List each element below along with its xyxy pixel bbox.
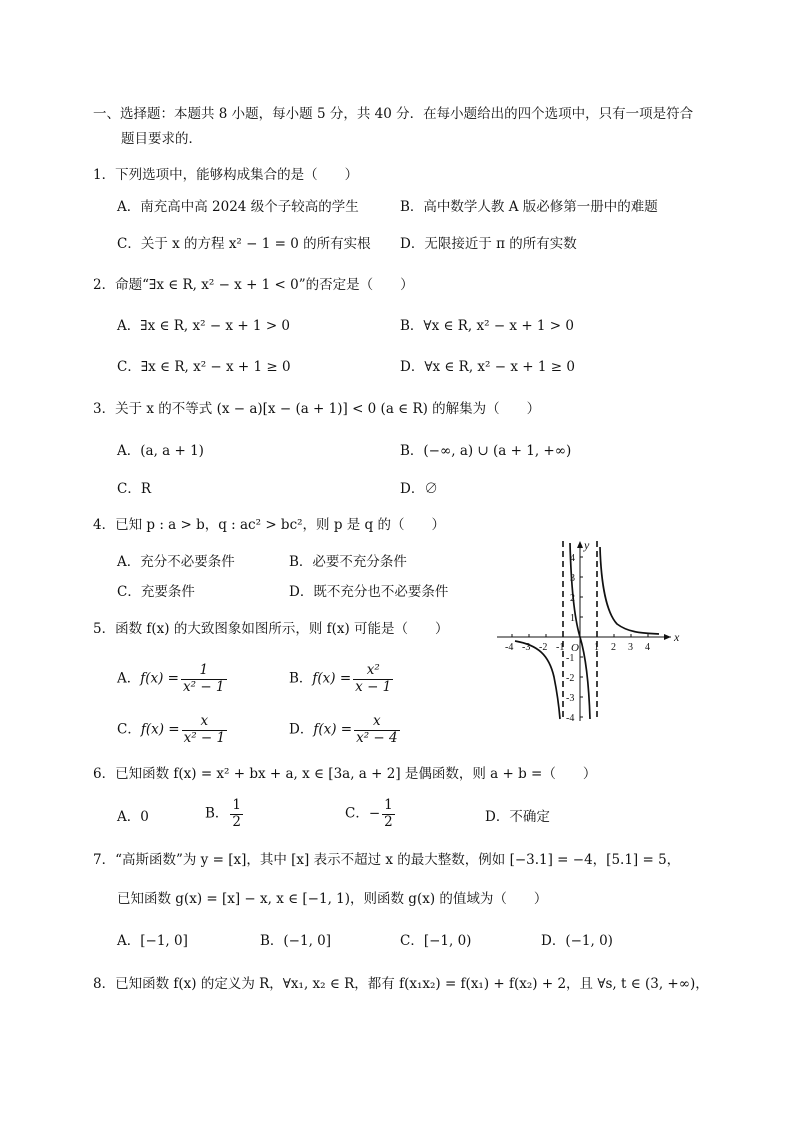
q1-option-d: D．无限接近于 π 的所有实数 [400,236,577,252]
x-tick-label: -4 [505,642,514,653]
q6-b-denominator: 2 [232,813,242,830]
x-tick-label: 3 [628,642,633,653]
q4-option-c: C．充要条件 [117,584,195,600]
q5-option-c [117,714,229,746]
q6-c-numerator: 1 [384,797,393,813]
y-tick-label: 4 [570,553,575,564]
q6-option-b [205,798,245,830]
origin-label: O [571,642,579,654]
q6-b-numerator: 1 [232,797,242,813]
q3-option-a: A．(a, a + 1) [117,443,204,459]
y-tick-label: -1 [566,653,575,664]
q6-c-denominator: 2 [384,813,393,830]
y-tick-label: -2 [566,673,575,684]
q6-stem: 6．已知函数 f(x) = x² + bx + a, x ∈ [3a, a + 2] 是偶函数，则 a + b =（ ） [93,766,597,782]
q3-stem: 3．关于 x 的不等式 (x − a)[x − (a + 1)] < 0 (a ∈ R) 的解集为（ ） [93,401,541,417]
y-axis-label: y [584,538,590,552]
q6-b-fraction [230,798,243,830]
q7-option-c: C．[−1, 0) [400,933,472,949]
q5-d-numerator: x [354,714,400,731]
graph-tick-labels [505,553,650,723]
q6-c-fraction [382,798,395,830]
q7-stem: 7．“高斯函数”为 y = [x]，其中 [x] 表示不超过 x 的最大整数，例如 [−3.1] = −4，[5.1] = 5， [93,852,681,868]
q4-option-d: D．既不充分也不必要条件 [289,584,449,600]
q6-c-label: C．− [345,805,381,822]
q5-c-numerator: x [182,714,228,731]
x-tick-label: 2 [611,642,616,653]
q8-stem: 8．已知函数 f(x) 的定义为 R，∀x₁, x₂ ∈ R，都有 f(x₁x₂) = f(x₁) + f(x₂) + 2，且 ∀s, t ∈ (3, +∞)， [93,976,709,992]
q2-option-b: B．∀x ∈ R, x² − x + 1 > 0 [400,318,575,334]
q3-option-d: D．∅ [400,481,438,497]
q5-c-lhs: f(x) = [140,721,180,738]
q5-c-label: C． [117,721,141,738]
q6-option-c [345,798,397,830]
q6-option-d: D．不确定 [485,809,550,825]
q4-option-b: B．必要不充分条件 [289,554,407,570]
y-tick-label: 3 [570,573,575,584]
q5-a-fraction [181,663,227,695]
x-tick-label: -2 [539,642,548,653]
q5-b-denominator: x − 1 [355,678,392,695]
q2-option-a: A．∃x ∈ R, x² − x + 1 > 0 [117,318,291,334]
x-tick-label: 4 [645,642,650,653]
curve-right-branch [600,547,659,634]
y-tick-label: -4 [566,713,575,723]
x-tick-label: -1 [556,642,565,653]
q4-stem: 4．已知 p : a > b，q : ac² > bc²，则 p 是 q 的（ ） [93,517,445,533]
q1-option-b: B．高中数学人教 A 版必修第一册中的难题 [400,199,658,215]
q5-c-denominator: x² − 1 [183,729,226,746]
q5-a-lhs: f(x) = [140,670,179,687]
q7-option-b: B．(−1, 0] [260,933,332,949]
q2-option-c: C．∃x ∈ R, x² − x + 1 ≥ 0 [117,359,291,375]
function-graph-figure [493,537,681,723]
q5-a-denominator: x² − 1 [183,678,225,695]
q5-option-a [117,663,229,695]
q5-b-lhs: f(x) = [312,670,352,687]
q5-option-b [289,663,395,695]
q1-option-c: C．关于 x 的方程 x² − 1 = 0 的所有实根 [117,236,371,252]
q1-option-a: A．南充高中高 2024 级个子较高的学生 [117,199,359,215]
y-tick-label: -3 [566,693,575,704]
x-axis-label: x [674,630,680,644]
q5-stem: 5．函数 f(x) 的大致图象如图所示，则 f(x) 可能是（ ） [93,621,449,637]
q5-d-fraction [354,714,400,746]
q5-a-numerator: 1 [181,663,227,680]
q5-b-numerator: x² [353,663,393,680]
q6-b-label: B． [205,805,229,822]
y-tick-label: 2 [570,593,575,604]
y-axis-arrow [577,541,583,548]
q2-option-d: D．∀x ∈ R, x² − x + 1 ≥ 0 [400,359,575,375]
graph-axes [497,541,671,721]
q2-stem: 2．命题“∃x ∈ R, x² − x + 1 < 0”的否定是（ ） [93,277,414,293]
x-tick-label: 1 [594,642,599,653]
q5-d-label: D． [289,721,314,738]
section-heading-line2: 题目要求的． [121,131,202,147]
section-heading-line1: 一、选择题：本题共 8 小题，每小题 5 分，共 40 分．在每小题给出的四个选项中，只有一项是符合 [93,106,694,122]
q3-option-c: C．R [117,481,151,497]
q5-c-fraction [182,714,228,746]
q7-option-a: A．[−1, 0] [117,933,188,949]
q5-option-d [289,714,402,746]
q7-option-d: D．(−1, 0) [541,933,613,949]
x-axis-arrow [664,634,671,640]
q1-stem: 1．下列选项中，能够构成集合的是（ ） [93,167,359,183]
q5-d-denominator: x² − 4 [356,729,398,746]
q5-d-lhs: f(x) = [313,721,353,738]
y-tick-label: 1 [570,613,575,624]
graph-curves [515,543,659,719]
q3-option-b: B．(−∞, a) ∪ (a + 1, +∞) [400,443,572,459]
q5-b-fraction [353,663,393,695]
q6-option-a: A．0 [117,809,149,825]
x-tick-label: -3 [522,642,531,653]
q5-a-label: A． [117,670,141,687]
q7-stem-line2: 已知函数 g(x) = [x] − x, x ∈ [−1, 1)，则函数 g(x) 的值域为（ ） [117,891,548,907]
q5-b-label: B． [289,670,313,687]
q4-option-a: A．充分不必要条件 [117,554,235,570]
